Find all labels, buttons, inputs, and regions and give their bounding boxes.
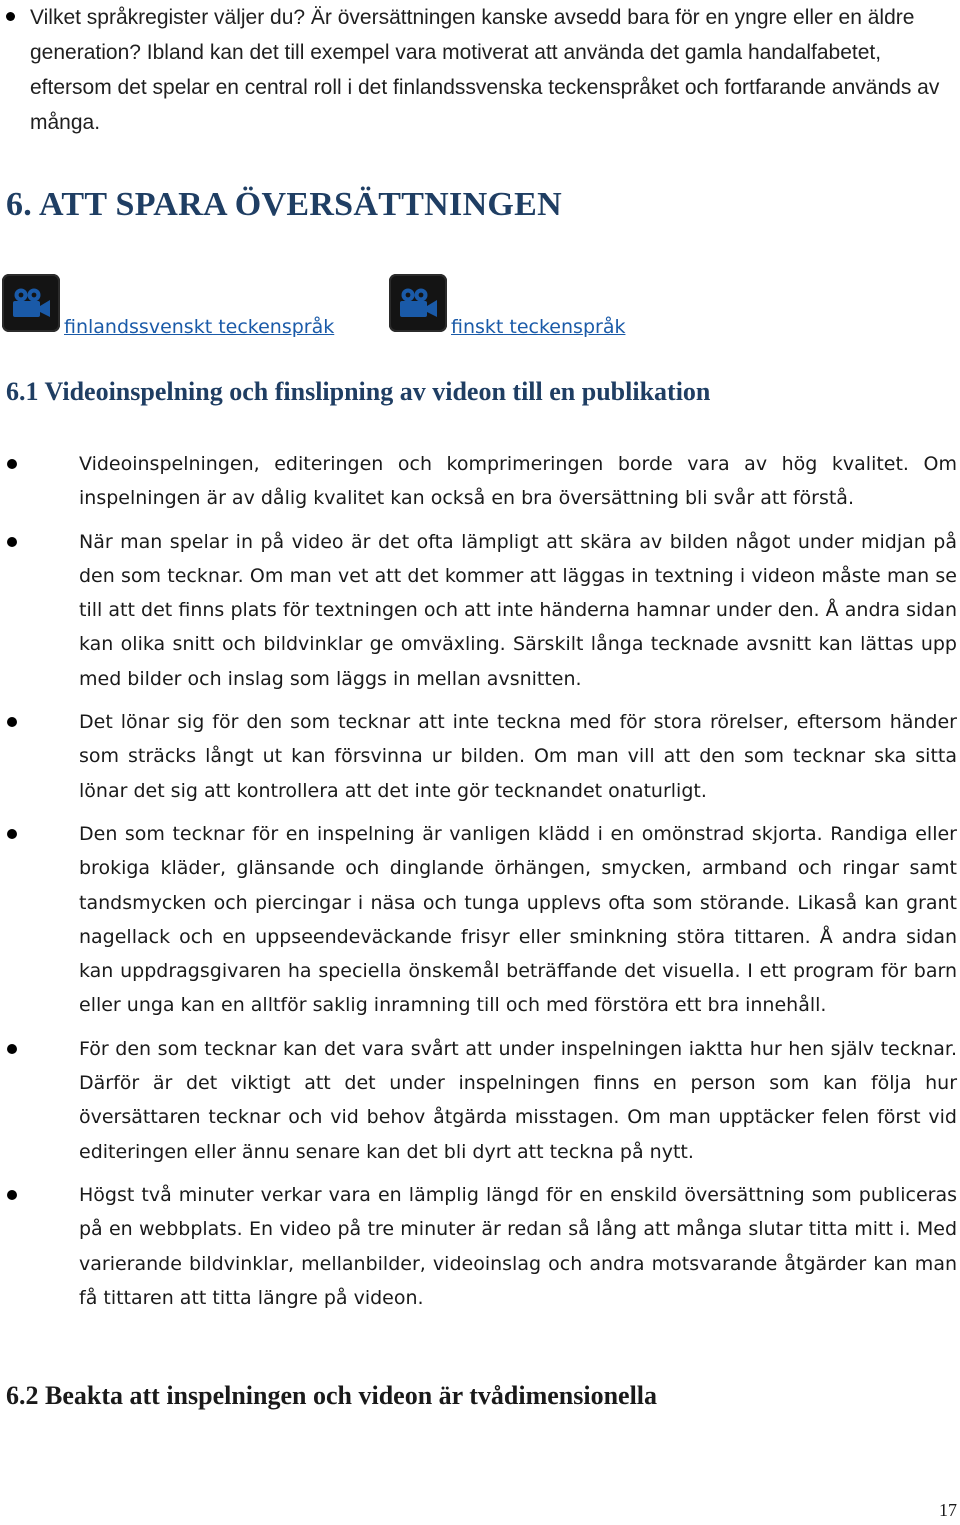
list-item: Högst två minuter verkar vara en lämplig längd för en enskild översättning som publiceras på en webbplats. En video på tre minuter är redan så lång att många slutar titta mitt i. Med varierande bildvinklar, mellanbilder, videoinslag och andra motsvarande åtgärder kan man få tittaren att titta längre på videon.: [79, 1178, 957, 1315]
page-number: 17: [939, 1500, 957, 1520]
subsection-title-6-2: 6.2 Beakta att inspelningen och videon är tvådimensionella: [6, 1381, 658, 1410]
bullet-dot: [6, 12, 15, 21]
intro-bullet-text: Vilket språkregister väljer du? Är översättningen kanske avsedd bara för en yngre eller en äldre generation? Ibland kan det till exempel vara motiverat att använda det gamla handalfabetet, eftersom det spelar en central roll i det finlandssvenska teckenspråket och fortfarande används av många.: [30, 6, 940, 134]
video-link-label[interactable]: finlandssvenskt teckenspråk: [64, 316, 335, 338]
list-item: Det lönar sig för den som tecknar att inte teckna med för stora rörelser, eftersom händer som sträcks långt ut kan försvinna ur bilden. Om man vill att den som tecknar ska sitta lönar det sig att kontrollera att det inte gör tecknandet onaturligt.: [79, 705, 957, 808]
video-link-finskt[interactable]: [389, 274, 626, 338]
section-title: 6. ATT SPARA ÖVERSÄTTNINGEN: [6, 186, 563, 223]
list-item: När man spelar in på video är det ofta lämpligt att skära av bilden något under midjan på den som tecknar. Om man vet att det kommer att läggas in textning i videon måste man se till att det finns plats för textningen och att inte händerna hamnar under den. Å andra sidan kan olika snitt och bildvinklar ge omväxling. Särskilt långa tecknade avsnitt kan lättas upp med bilder och inslag som läggs in mellan avsnitten.: [79, 525, 957, 696]
bullet-list: [79, 447, 957, 1324]
video-link-label[interactable]: finskt teckenspråk: [451, 316, 626, 338]
list-item: Videoinspelningen, editeringen och komprimeringen borde vara av hög kvalitet. Om inspelningen är av dålig kvalitet kan också en bra översättning bli svår att förstå.: [79, 447, 957, 516]
video-camera-icon: [2, 274, 60, 332]
list-item: För den som tecknar kan det vara svårt att under inspelningen iaktta hur hen själv tecknar. Därför är det viktigt att det under inspelningen finns en person som kan följa hur översättaren tecknar och vid behov åtgärda misstagen. Om man upptäcker felen först vid editeringen eller ännu senare kan det bli dyrt att teckna på nytt.: [79, 1032, 957, 1169]
intro-bullet: [30, 0, 956, 140]
list-item: Den som tecknar för en inspelning är vanligen klädd i en omönstrad skjorta. Randiga eller brokiga kläder, glänsande och dinglande örhängen, smycken, armband och ringar samt tandsmycken och piercingar i näsa och tunga upplevs ofta som störande. Likaså kan grant nagellack och en uppseendeväckande frisyr eller sminkning störa tittaren. Å andra sidan kan uppdragsgivaren ha speciella önskemål beträffande det visuella. I ett program för barn eller unga kan en alltför saklig inramning till och med förstöra ett bra innehåll.: [79, 817, 957, 1023]
subsection-title-6-1: 6.1 Videoinspelning och finslipning av videon till en publikation: [6, 377, 711, 406]
video-camera-icon: [389, 274, 447, 332]
video-link-finlandssvenskt[interactable]: [2, 274, 335, 338]
